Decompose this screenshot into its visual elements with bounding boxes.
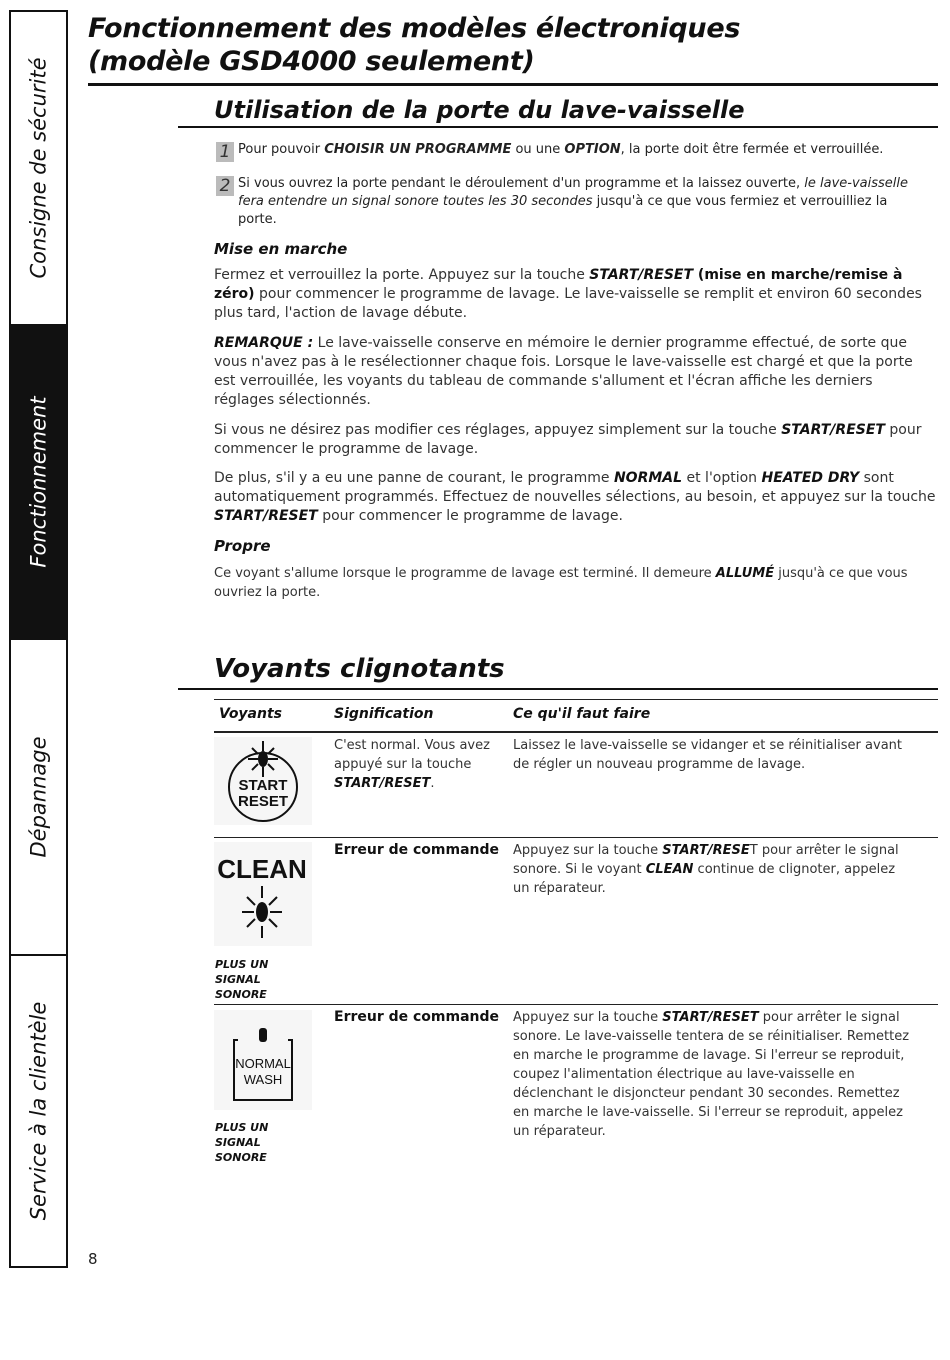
text: Le lave-vaisselle conserve en mémoire le dernier programme effectué, de sorte que vous n'avez pas à le resélectionner chaque fois. Lorsque le lave-vaisselle est chargé et que la porte est verrouillée, les voyants du tableau de commande s'allument et l'écran affiche les derniers réglages sélectionnés.	[214, 335, 913, 408]
text: Fermez et verrouillez la porte. Appuyez sur la touche	[214, 267, 590, 283]
section-rule	[178, 688, 938, 690]
paragraph-remarque	[214, 334, 936, 410]
alarm-text: SIGNAL	[215, 1136, 261, 1149]
text-bold: OPTION	[564, 142, 621, 157]
text-bold: CLEAN	[645, 862, 694, 877]
paragraph-clean	[214, 564, 936, 602]
alarm-note	[215, 957, 268, 1002]
clean-light-icon	[214, 842, 312, 946]
page-number: 8	[88, 1250, 98, 1268]
row1-meaning	[334, 736, 504, 793]
subtitle-propre: Propre	[214, 537, 271, 555]
text: Appuyez sur la touche	[513, 843, 663, 858]
text: jusqu'à ce que vous ouvriez la porte.	[214, 566, 908, 600]
step-number: 2	[216, 176, 234, 196]
text-bold: HEATED DRY	[761, 470, 860, 486]
text-bold: ALLUMÉ	[715, 566, 775, 581]
alarm-text: SIGNAL	[215, 973, 261, 986]
row2-action	[513, 841, 913, 898]
icon-text-reset: RESET	[237, 793, 289, 810]
section-title-door: Utilisation de la porte du lave-vaisselle	[214, 96, 745, 124]
alarm-text: PLUS UN	[215, 1121, 269, 1134]
paragraph-start	[214, 266, 936, 323]
text: sont automatiquement programmés. Effectuez de nouvelles sélections, au besoin, et appuyez sur la touche	[214, 470, 936, 505]
text: pour commencer le programme de lavage.	[214, 422, 922, 457]
text: pour arrêter le signal sonore. Le lave-vaisselle tentera de se réinitialiser. Remettez en marche le programme de lavage. Si l'erreur se reproduit, coupez l'alimentation électrique au lave-vaisselle en déclenchant le disjoncteur pendant 30 secondes. Remettez en marche le lave-vaisselle. Si l'erreur se reproduit, appelez un réparateur.	[513, 1010, 910, 1139]
text: Si vous ne désirez pas modifier ces réglages, appuyez simplement sur la touche	[214, 422, 782, 438]
page-title-line2: (modèle GSD4000 seulement)	[88, 46, 535, 77]
tab-label: Fonctionnement	[26, 396, 51, 568]
table-row-line	[214, 1004, 938, 1005]
tab-service-clientele[interactable]	[11, 954, 66, 1266]
text-bold: START/RESET	[589, 267, 694, 283]
text: continue de clignoter, appelez un réparateur.	[513, 862, 896, 896]
text-bold: START/RESET	[334, 776, 431, 791]
text: C'est normal. Vous avez appuyé sur la touche	[334, 738, 490, 772]
text-bold: START/RESE	[662, 843, 750, 858]
text-bold: NORMAL	[613, 470, 683, 486]
row3-meaning: Erreur de commande	[334, 1009, 500, 1025]
text-bold: START/RESET	[662, 1010, 759, 1025]
normal-wash-icon	[214, 1010, 312, 1110]
start-reset-light-icon	[214, 737, 312, 825]
text: et l'option	[682, 470, 762, 486]
table-header-line	[214, 731, 938, 733]
text-bold: CHOISIR UN PROGRAMME	[324, 142, 512, 157]
alarm-text: SONORE	[215, 988, 267, 1001]
step-1	[214, 141, 914, 162]
table-header-signification: Signification	[334, 706, 434, 722]
text-bold: REMARQUE :	[214, 335, 314, 351]
paragraph-no-change	[214, 421, 936, 459]
text-italic: le lave-vaisselle fera entendre un signal sonore toutes les 30 secondes	[238, 176, 909, 209]
icon-text-start: START	[238, 777, 288, 794]
text-bold: START/RESET	[214, 508, 318, 524]
text: ou une	[511, 142, 565, 157]
tab-depannage[interactable]	[11, 640, 66, 954]
text: jusqu'à ce que vous fermiez et verrouilliez la porte.	[238, 194, 888, 227]
tab-label: Dépannage	[26, 736, 51, 858]
icon-text-clean: CLEAN	[217, 854, 307, 884]
table-row-line	[214, 837, 938, 838]
tab-label: Consigne de sécurité	[26, 57, 51, 279]
section-title-lights: Voyants clignotants	[214, 654, 505, 684]
text: pour commencer le programme de lavage.	[317, 508, 623, 524]
text: Si vous ouvrez la porte pendant le déroulement d'un programme et la laissez ouverte,	[238, 176, 805, 191]
row2-meaning: Erreur de commande	[334, 842, 500, 858]
text: , la porte doit être fermée et verrouillée.	[620, 142, 884, 157]
tab-fonctionnement[interactable]	[11, 324, 66, 640]
step-2	[214, 175, 914, 229]
text: De plus, s'il y a eu une panne de courant, le programme	[214, 470, 614, 486]
text-bold: START/RESET	[781, 422, 885, 438]
section-rule	[178, 126, 938, 128]
text: pour commencer le programme de lavage. Le lave-vaisselle se remplit et environ 60 secondes plus tard, l'action de lavage débute.	[214, 286, 922, 321]
text: .	[430, 776, 435, 791]
sidebar-tabs	[9, 10, 68, 1268]
paragraph-power-failure	[214, 469, 936, 526]
page-title-line1: Fonctionnement des modèles électroniques	[88, 13, 741, 44]
text: Ce voyant s'allume lorsque le programme de lavage est terminé. Il demeure	[214, 566, 716, 581]
start-reset-icon	[214, 737, 312, 825]
title-rule	[88, 83, 938, 86]
table-header-voyants: Voyants	[219, 706, 282, 722]
alarm-text: SONORE	[215, 1151, 267, 1164]
text: Pour pouvoir	[238, 142, 325, 157]
alarm-text: PLUS UN	[215, 958, 269, 971]
row1-action: Laissez le lave-vaisselle se vidanger et se réinitialiser avant de régler un nouveau programme de lavage.	[513, 738, 902, 772]
page-title	[88, 12, 740, 78]
text-bold: (mise en marche/remise à zéro)	[214, 267, 903, 302]
icon-text-normal: NORMAL	[235, 1056, 291, 1071]
tab-consigne-securite[interactable]	[11, 12, 66, 324]
alarm-note	[215, 1120, 268, 1165]
icon-text-wash: WASH	[243, 1072, 283, 1087]
tab-label: Service à la clientèle	[26, 1001, 51, 1221]
table-top-line	[214, 699, 938, 700]
row3-action	[513, 1008, 913, 1141]
subtitle-mise-en-marche: Mise en marche	[214, 240, 348, 258]
normal-wash-light-icon	[214, 1010, 312, 1110]
text: T pour arrêter le signal sonore. Si le voyant	[513, 843, 899, 877]
text: Appuyez sur la touche	[513, 1010, 663, 1025]
clean-icon	[214, 842, 312, 946]
step-number: 1	[216, 142, 234, 162]
table-header-action: Ce qu'il faut faire	[513, 706, 651, 722]
